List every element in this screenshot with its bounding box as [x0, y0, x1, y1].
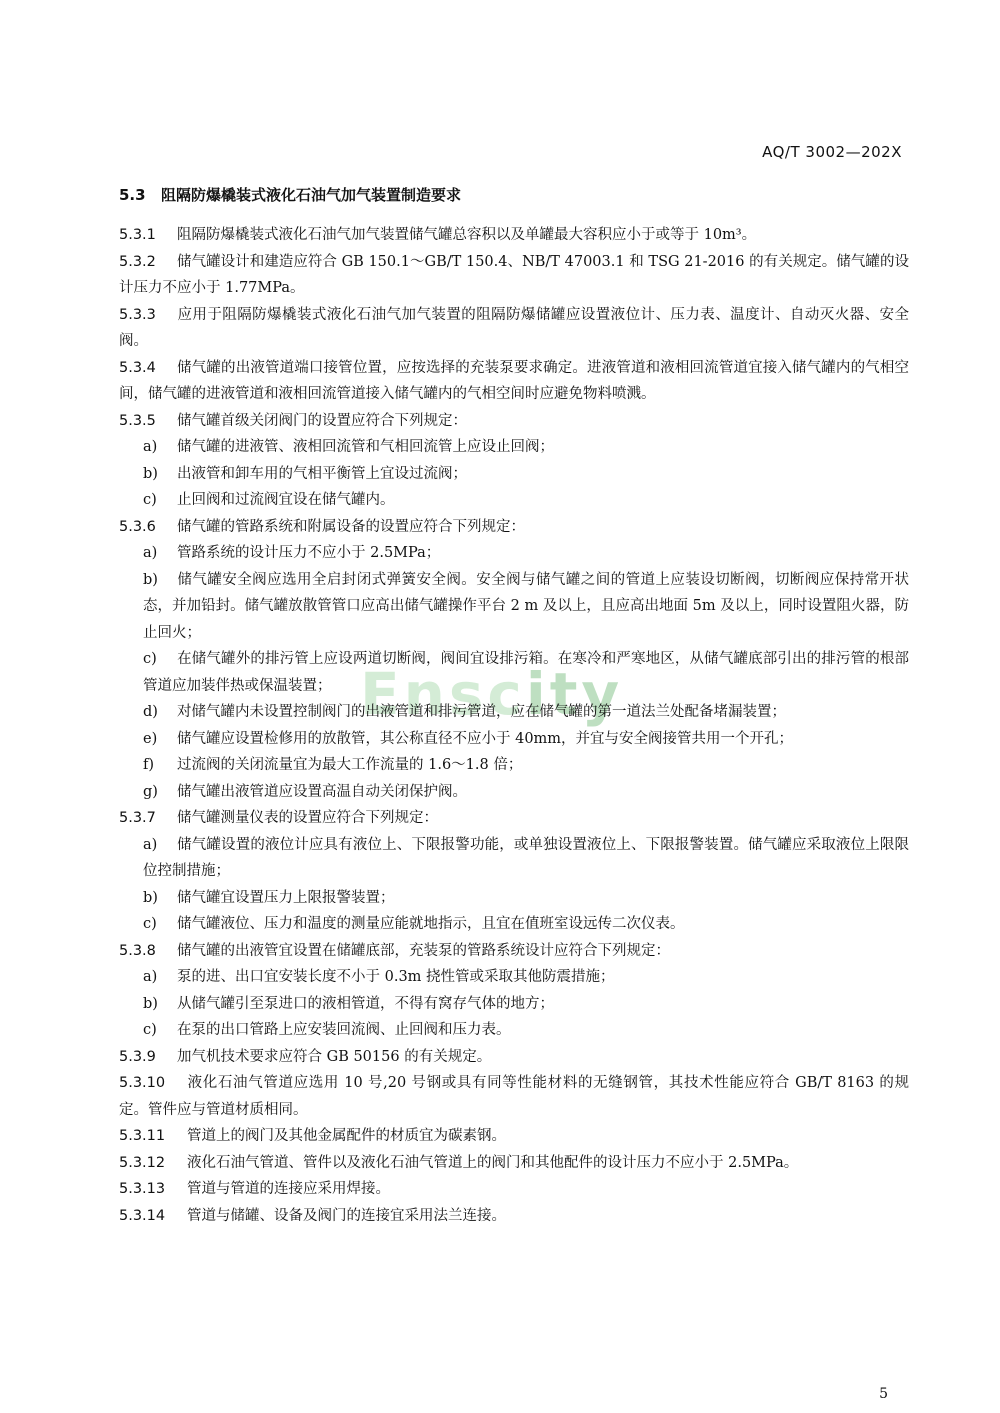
clause-text: 储气罐的进液管、液相回流管和气相回流管上应设止回阀； — [177, 439, 554, 455]
list-item — [119, 964, 909, 991]
clause-text: 管道与管道的连接应采用焊接。 — [187, 1181, 390, 1197]
clause-number: 5.3.14 — [119, 1207, 166, 1224]
clause-paragraph — [119, 302, 909, 355]
clause-number: 5.3.13 — [119, 1181, 166, 1197]
clause-paragraph — [119, 1044, 909, 1071]
list-item-marker: e) — [143, 730, 158, 747]
list-item-marker: b) — [143, 465, 158, 482]
clause-text: 在泵的出口管路上应安装回流阀、止回阀和压力表。 — [177, 1022, 511, 1038]
clause-number: 5.3.8 — [119, 942, 156, 959]
section-number: 5.3 — [119, 186, 146, 204]
clause-text: 储气罐应设置检修用的放散管，其公称直径不应小于 40mm，并宜与安全阀接管共用一个开孔； — [177, 730, 794, 747]
list-item-marker: b) — [143, 889, 158, 906]
list-item-marker: c) — [143, 492, 157, 508]
clause-text: 止回阀和过流阀宜设在储气罐内。 — [177, 492, 395, 508]
clause-number: 5.3.3 — [119, 306, 156, 323]
list-item-marker: a) — [143, 439, 158, 455]
list-item-marker: f) — [143, 757, 155, 773]
clause-paragraph — [119, 1123, 909, 1150]
clause-paragraph — [119, 1070, 909, 1123]
clause-text: 过流阀的关闭流量宜为最大工作流量的 1.6～1.8 倍； — [177, 757, 523, 773]
clause-number: 5.3.9 — [119, 1048, 156, 1065]
clause-text: 管道与储罐、设备及阀门的连接宜采用法兰连接。 — [187, 1207, 506, 1224]
list-item — [119, 885, 909, 912]
list-item — [119, 726, 909, 753]
clause-text: 液化石油气管道、管件以及液化石油气管道上的阀门和其他配件的设计压力不应小于 2.5MPa。 — [187, 1154, 799, 1171]
list-item-marker: g) — [143, 783, 158, 800]
clause-text: 储气罐首级关闭阀门的设置应符合下列规定： — [177, 412, 467, 429]
list-item — [119, 699, 909, 726]
clause-number: 5.3.12 — [119, 1154, 166, 1171]
list-item — [119, 991, 909, 1018]
clause-text: 储气罐安全阀应选用全启封闭式弹簧安全阀。安全阀与储气罐之间的管道上应装设切断阀，切断阀应保持常开状态，并加铅封。储气罐放散管管口应高出储气罐操作平台 2 m 及以上，且应高出地面 5m 及以上，同时设置阻火器，防止回火； — [143, 571, 909, 641]
clause-number: 5.3.2 — [119, 253, 156, 270]
clause-paragraph — [119, 805, 909, 832]
list-item — [119, 779, 909, 806]
section-title: 阻隔防爆橇装式液化石油气加气装置制造要求 — [161, 186, 462, 204]
page-number: 5 — [879, 1386, 888, 1402]
clause-text: 储气罐的出液管道端口接管位置，应按选择的充装泵要求确定。进液管道和液相回流管道宜接入储气罐内的气相空间，储气罐的进液管道和液相回流管道接入储气罐内的气相空间时应避免物料喷溅。 — [119, 359, 909, 402]
clause-paragraph — [119, 1203, 909, 1230]
clause-text: 储气罐设置的液位计应具有液位上、下限报警功能，或单独设置液位上、下限报警装置。储气罐应采取液位上限限位控制措施； — [143, 836, 909, 879]
list-item-marker: b) — [143, 995, 158, 1012]
watermark-text-a: Ensc — [360, 660, 526, 728]
list-item — [119, 461, 909, 488]
watermark-text-b: ity — [525, 660, 624, 728]
clause-text: 液化石油气管道应选用 10 号,20 号钢或具有同等性能材料的无缝钢管，其技术性能应符合 GB/T 8163 的规定。管件应与管道材质相同。 — [119, 1075, 909, 1118]
list-item-marker: a) — [143, 836, 158, 853]
list-item-marker: c) — [143, 651, 157, 667]
clause-paragraph — [119, 514, 909, 541]
clause-text: 对储气罐内未设置控制阀门的出液管道和排污管道，应在储气罐的第一道法兰处配备堵漏装置； — [177, 704, 786, 720]
clause-number: 5.3.7 — [119, 810, 156, 826]
list-item-marker: b) — [143, 571, 158, 588]
list-item — [119, 487, 909, 514]
clause-text: 管道上的阀门及其他金属配件的材质宜为碳素钢。 — [187, 1128, 506, 1144]
clause-text: 在储气罐外的排污管上应设两道切断阀，阀间宜设排污箱。在寒冷和严寒地区，从储气罐底部引出的排污管的根部管道应加装伴热或保温装置； — [143, 651, 909, 694]
clause-paragraph — [119, 1150, 909, 1177]
list-item — [119, 434, 909, 461]
list-item-marker: a) — [143, 545, 158, 561]
clause-text: 管路系统的设计压力不应小于 2.5MPa； — [177, 545, 441, 561]
clause-list — [119, 222, 909, 1229]
clause-paragraph — [119, 222, 909, 249]
section-heading — [119, 182, 909, 208]
clause-paragraph — [119, 408, 909, 435]
clause-number: 5.3.1 — [119, 227, 156, 243]
standard-code: AQ/T 3002—202X — [762, 143, 902, 161]
clause-text: 出液管和卸车用的气相平衡管上宜设过流阀； — [177, 465, 467, 482]
clause-text: 储气罐设计和建造应符合 GB 150.1～GB/T 150.4、NB/T 47003.1 和 TSG 21-2016 的有关规定。储气罐的设计压力不应小于 1.77MPa。 — [119, 253, 909, 296]
clause-number: 5.3.5 — [119, 412, 156, 429]
clause-text: 储气罐的出液管宜设置在储罐底部，充装泵的管路系统设计应符合下列规定： — [177, 942, 670, 959]
clause-text: 储气罐的管路系统和附属设备的设置应符合下列规定： — [177, 518, 525, 535]
clause-number: 5.3.11 — [119, 1128, 166, 1144]
document-body — [119, 182, 909, 1229]
clause-text: 泵的进、出口宜安装长度不小于 0.3m 挠性管或采取其他防震措施； — [177, 969, 615, 985]
list-item-marker: d) — [143, 704, 158, 720]
clause-paragraph — [119, 355, 909, 408]
clause-paragraph — [119, 249, 909, 302]
clause-text: 储气罐宜设置压力上限报警装置； — [177, 889, 395, 906]
clause-text: 储气罐液位、压力和温度的测量应能就地指示，且宜在值班室设远传二次仪表。 — [177, 916, 685, 932]
clause-text: 从储气罐引至泵进口的液相管道，不得有窝存气体的地方； — [177, 995, 554, 1012]
clause-number: 5.3.4 — [119, 359, 156, 376]
clause-text: 储气罐测量仪表的设置应符合下列规定： — [177, 810, 438, 826]
clause-text: 阻隔防爆橇装式液化石油气加气装置储气罐总容积以及单罐最大容积应小于或等于 10m³。 — [177, 227, 757, 243]
list-item — [119, 646, 909, 699]
list-item — [119, 752, 909, 779]
clause-text: 储气罐出液管道应设置高温自动关闭保护阀。 — [177, 783, 467, 800]
list-item-marker: c) — [143, 916, 157, 932]
clause-text: 加气机技术要求应符合 GB 50156 的有关规定。 — [177, 1048, 492, 1065]
list-item-marker: c) — [143, 1022, 157, 1038]
clause-number: 5.3.6 — [119, 518, 156, 535]
clause-text: 应用于阻隔防爆橇装式液化石油气加气装置的阻隔防爆储罐应设置液位计、压力表、温度计、自动灭火器、安全阀。 — [119, 306, 909, 349]
list-item — [119, 911, 909, 938]
clause-paragraph — [119, 1176, 909, 1203]
list-item-marker: a) — [143, 969, 158, 985]
clause-number: 5.3.10 — [119, 1075, 166, 1091]
list-item — [119, 567, 909, 647]
list-item — [119, 540, 909, 567]
clause-paragraph — [119, 938, 909, 965]
list-item — [119, 1017, 909, 1044]
list-item — [119, 832, 909, 885]
